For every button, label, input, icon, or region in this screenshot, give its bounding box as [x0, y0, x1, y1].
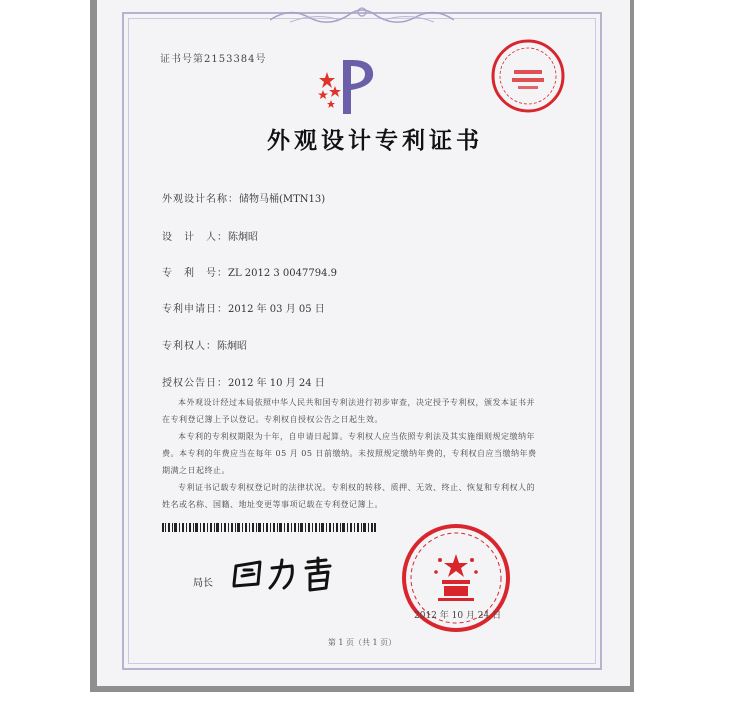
design-name-value: 储物马桶(MTN13) — [239, 194, 326, 205]
director-label: 局长 — [193, 578, 213, 589]
grant-date-field — [162, 374, 325, 389]
patentee-label: 专利权人： — [162, 341, 217, 352]
designer-value: 陈炯昭 — [228, 232, 258, 243]
application-date-field — [162, 300, 325, 315]
certificate-number: 证书号第2153384号 — [160, 54, 267, 65]
top-ornament — [270, 4, 454, 26]
seal-date: 2012 年 10 月 24 日 — [414, 611, 502, 621]
grant-date-value: 2012 年 10 月 24 日 — [228, 378, 325, 389]
designer-field — [162, 228, 258, 243]
certificate-title: 外观设计专利证书 — [267, 127, 483, 154]
patent-office-seal-icon — [488, 36, 568, 116]
legal-status-paragraph: 专利证书记载专利权登记时的法律状况。专利权的转移、质押、无效、终止、恢复和专利权人的姓名或名称、国籍、地址变更等事项记载在专利登记簿上。 — [162, 483, 535, 509]
patentee-field — [162, 337, 247, 352]
patent-number-value: ZL 2012 3 0047794.9 — [228, 268, 338, 279]
sipo-logo-icon — [313, 56, 383, 116]
patentee-value: 陈炯昭 — [217, 341, 247, 352]
grant-paragraph: 本外观设计经过本局依照中华人民共和国专利法进行初步审查，决定授予专利权，颁发本证书并在专利登记簿上予以登记。专利权自授权公告之日起生效。 — [162, 398, 535, 424]
patent-number-field — [162, 264, 337, 279]
design-name-field — [162, 190, 325, 205]
designer-label: 设 计 人： — [162, 232, 228, 243]
patent-number-label: 专 利 号： — [162, 268, 228, 279]
director-signature — [228, 552, 348, 594]
term-paragraph: 本专利的专利权期限为十年，自申请日起算。专利权人应当依照专利法及其实施细则规定缴纳年费。本专利的年费应当在每年 05 月 05 日前缴纳。未按照规定缴纳年费的，专利权自应当缴纳年费期满之日起终止。 — [162, 432, 537, 475]
application-date-value: 2012 年 03 月 05 日 — [228, 304, 325, 315]
application-date-label: 专利申请日： — [162, 304, 228, 315]
design-name-label: 外观设计名称： — [162, 194, 239, 205]
barcode — [162, 523, 376, 532]
page-number: 第 1 页（共 1 页） — [327, 638, 397, 647]
grant-date-label: 授权公告日： — [162, 378, 228, 389]
